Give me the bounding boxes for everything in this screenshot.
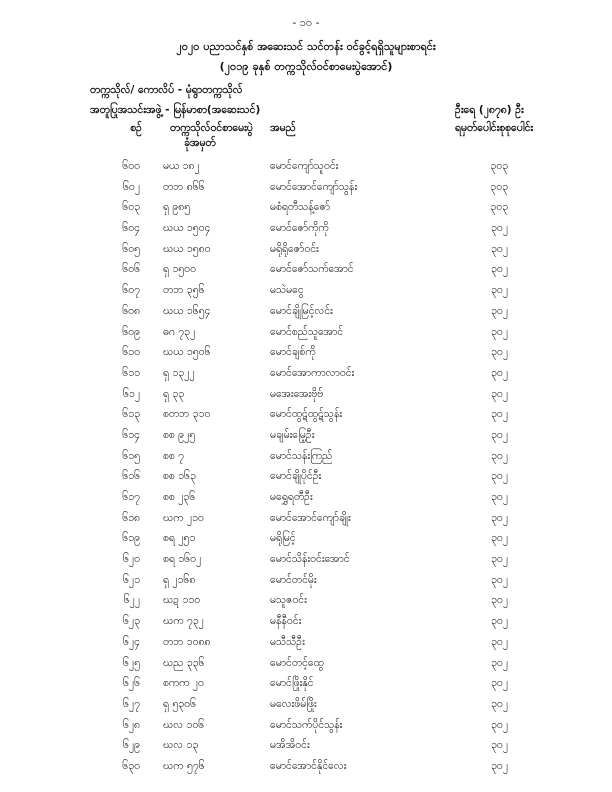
student-name: မောင်အောကာလာဝင်း [270, 366, 355, 379]
table-row [0, 719, 612, 740]
table-row [0, 574, 612, 595]
student-name: မောင်အောင်ကျော်ချိုး [270, 511, 351, 524]
row-number: ၆၁၀ [122, 346, 140, 359]
table-row [0, 615, 612, 636]
student-name: မရိုရိုဇော်ဝင်း [270, 242, 319, 255]
student-name: မသဲမငွေ [270, 284, 304, 297]
roll-number: ရှ ၁၃၂၂ [163, 366, 195, 379]
total-mark: ၃၀၂ [491, 532, 508, 545]
roll-number: စစ ၂၃၆ [163, 491, 196, 503]
row-number: ၆၂၂ [123, 594, 140, 607]
student-name: မောင်အောင်နိုင်လေး [270, 759, 347, 772]
table-row [0, 450, 612, 471]
table-row [0, 739, 612, 760]
student-name: မအေးအေးဗိုဗ် [270, 387, 324, 400]
total-mark: ၃၀၂ [491, 470, 508, 483]
table-row [0, 491, 612, 512]
table-row [0, 657, 612, 678]
column-header-roll-sub: ခုံအမှတ် [184, 137, 216, 149]
group-line: အတူပြုအသင်းအဖွဲ့ - မြန်မာစာ(အဆေးသင်) [90, 104, 261, 116]
roll-number: ရှ ၂၁၆၈ [163, 573, 196, 586]
roll-number: တဘ ၃၅၆ [163, 284, 205, 297]
student-name: မနီနီဝင်း [270, 615, 302, 628]
roll-number: ဃည ၃၃၆ [163, 656, 205, 669]
student-name: မောင်စည်သူအောင် [270, 325, 344, 338]
table-row [0, 181, 612, 202]
total-mark: ၃၀၂ [491, 718, 508, 731]
total-mark: ၃၀၂ [491, 428, 508, 441]
total-mark: ၃၀၂ [491, 449, 508, 462]
roll-number: ဃယ ၁၅၀၆ [163, 346, 211, 359]
student-name: မောင်သက်ပိုင်သွန်း [270, 718, 343, 731]
roll-number: ဃလ ၁၀၆ [163, 718, 205, 731]
row-number: ၆၀၉ [122, 325, 140, 338]
roll-number: မယ ၁၈၂ [163, 160, 200, 172]
total-mark: ၃၀၂ [491, 656, 508, 669]
student-name: မသီသီဦး [270, 635, 305, 648]
table-row [0, 243, 612, 264]
row-number: ၆၀၅ [122, 242, 140, 255]
row-number: ၆၁၄ [122, 428, 140, 441]
roll-number: တဘ ၁၀၈၈ [163, 635, 211, 648]
total-mark: ၃၀၂ [491, 284, 508, 297]
total-mark: ၃၀၂ [491, 242, 508, 255]
student-name: မောင်သိန်းဝင်းအောင် [270, 553, 350, 566]
row-number: ၆၀၄ [122, 222, 140, 235]
roll-number: ဃက ၅၇၆ [163, 759, 205, 772]
student-name: မောင်ဇော်သက်အောင် [270, 263, 354, 276]
row-number: ၆၂၀ [123, 553, 140, 566]
table-row [0, 594, 612, 615]
roll-number: စစ ၇ [163, 449, 185, 462]
total-mark: ၃၀၂ [491, 387, 508, 400]
total-mark: ၃၀၂ [491, 759, 508, 772]
row-number: ၆၂၁ [123, 573, 140, 586]
total-mark: ၃၀၃ [490, 160, 508, 172]
student-name: မောင်ဖြိုးနိုင် [270, 677, 314, 690]
column-header-roll: တက္ကသိုလ်ဝင်စာမေးပွဲ [170, 122, 253, 134]
roll-number: စတဘ ၃၁၀ [163, 408, 211, 421]
total-count: ဦးရေ (၂၈၇၈) ဦး [455, 104, 524, 116]
roll-number: တဘ ၈၆၆ [163, 180, 205, 193]
row-number: ၆၂၆ [123, 677, 140, 690]
row-number: ၆၀၈ [122, 304, 140, 317]
student-name: မောင်တင့်ထွေ [270, 656, 324, 669]
roll-number: ရှ ၉၈၅ [163, 201, 191, 214]
roll-number: ဃက ၂၁၀ [163, 511, 204, 524]
roll-number: ရှ ၅၃၀၆ [163, 697, 196, 710]
roll-number: ရှ ၃၃ [163, 387, 185, 400]
student-name: မောင်ထွဋ်ထွဋ်သွန်း [270, 408, 343, 421]
total-mark: ၃၀၂ [491, 615, 508, 628]
table-row [0, 760, 612, 781]
roll-number: စစ ၉၂၅ [163, 428, 196, 441]
student-name: မောင်ကျော်သူဝင်း [270, 160, 339, 172]
row-number: ၆၁၅ [122, 449, 140, 462]
roll-number: ဃယ ၁၅၈၀ [163, 242, 211, 255]
roll-number: ဃလ ၁၃ [163, 739, 199, 752]
student-name: မောင်ချစ်ကို [270, 346, 316, 359]
table-row [0, 305, 612, 326]
table-row [0, 470, 612, 491]
total-mark: ၃၀၃ [490, 201, 508, 214]
row-number: ၆၁၉ [122, 532, 140, 545]
table-row [0, 160, 612, 181]
student-name: မောင်အောင်ကျော်သွန်း [270, 180, 358, 193]
table-row [0, 553, 612, 574]
student-name: မောင်ဇော်ကိုကို [270, 222, 329, 235]
row-number: ၆၁၆ [122, 470, 140, 483]
university-line: တက္ကသိုလ်/ ကောလိပ် - မုံရွာတက္ကသိုလ် [90, 84, 243, 96]
table-row [0, 222, 612, 243]
row-number: ၆၁၂ [123, 387, 140, 400]
table-row [0, 201, 612, 222]
row-number: ၆၂၅ [123, 656, 140, 669]
table-row [0, 263, 612, 284]
row-number: ၆၁၈ [122, 511, 140, 524]
roll-number: စစ ၁၆၃ [163, 470, 196, 483]
student-name: မအိအိဝင်း [270, 739, 310, 752]
total-mark: ၃၀၂ [491, 304, 508, 317]
table-row [0, 698, 612, 719]
roll-number: ဃက ၇၃၂ [163, 615, 204, 628]
roll-number: စရ ၂၅၁ [163, 532, 196, 545]
total-mark: ၃၀၂ [491, 346, 508, 359]
roll-number: စရ ၁၆၀၂ [163, 553, 202, 566]
total-mark: ၃၀၂ [491, 573, 508, 586]
table-row [0, 284, 612, 305]
total-mark: ၃၀၂ [491, 677, 508, 690]
row-number: ၆၁၇ [122, 491, 140, 503]
table-row [0, 636, 612, 657]
roll-number: ရှ ၁၅၀၀ [163, 263, 196, 276]
row-number: ၆၀၇ [122, 284, 140, 297]
page-number: - ၁၀ - [292, 16, 320, 29]
total-mark: ၃၀၂ [491, 366, 508, 379]
table-row [0, 408, 612, 429]
row-number: ၆၁၃ [122, 408, 140, 421]
table-row [0, 326, 612, 347]
roll-number: ဓဂ ၇၃၂ [163, 325, 196, 338]
table-row [0, 429, 612, 450]
total-mark: ၃၀၂ [491, 594, 508, 607]
document-subtitle: (၂၀၁၉ ခုနှစ် တက္ကသိုလ်ဝင်စာမေးပွဲအောင်) [219, 60, 393, 73]
total-mark: ၃၀၂ [491, 635, 508, 648]
row-number: ၆၁၁ [122, 366, 140, 379]
total-mark: ၃၀၂ [491, 553, 508, 566]
student-name: မောင်တင်မိုး [270, 573, 317, 586]
student-name: မောင်ချိုပိုင်ဦး [270, 470, 322, 483]
student-name: မသူဇဝင်း [270, 594, 307, 607]
table-row [0, 532, 612, 553]
total-mark: ၃၀၂ [491, 325, 508, 338]
total-mark: ၃၀၂ [491, 222, 508, 235]
table-header [0, 122, 612, 156]
student-name: မရိုမြင့် [270, 532, 296, 545]
document-title: ၂၀၂၀ ပညာသင်နှစ် အဆေးသင် သင်တန်း ဝင်ခွင့်ရရှိသူများစာရင်း [176, 40, 436, 53]
roll-number: ဃယ ၁၅၀၄ [163, 222, 211, 235]
table-row [0, 677, 612, 698]
total-mark: ၃၀၂ [491, 511, 508, 524]
column-header-name: အမည် [270, 122, 296, 134]
results-table [0, 160, 612, 781]
table-row [0, 346, 612, 367]
table-row [0, 512, 612, 533]
student-name: မောင်ချိုမြင့်လင်း [270, 304, 333, 317]
roll-number: ဃယ ၁၆၅၄ [163, 304, 211, 317]
student-name: မရွှေရတီဦး [270, 491, 313, 503]
row-number: ၆၃၀ [122, 759, 140, 772]
total-mark: ၃၀၂ [491, 697, 508, 710]
roll-number: ဃဍ ၁၁၀ [163, 594, 201, 607]
column-header-no: စဉ် [130, 122, 142, 134]
row-number: ၆၂၉ [123, 739, 140, 752]
student-name: မစံရတီသန့်ဇော် [270, 201, 331, 214]
row-number: ၆၂၄ [123, 635, 140, 648]
roll-number: စကက ၂၀ [163, 677, 204, 690]
student-name: မလေးဖိမ်ဖြိုး [270, 697, 317, 710]
total-mark: ၃၀၂ [491, 739, 508, 752]
column-header-mark: ရမှတ်ပေါင်းစုစုပေါင်း [455, 122, 534, 134]
total-mark: ၃၀၂ [491, 263, 508, 276]
total-mark: ၃၀၃ [490, 180, 508, 193]
row-number: ၆၂၇ [123, 697, 140, 710]
row-number: ၆၀၃ [122, 201, 140, 214]
total-mark: ၃၀၂ [491, 408, 508, 421]
table-row [0, 388, 612, 409]
row-number: ၆၂၃ [123, 615, 140, 628]
row-number: ၆၂၈ [122, 718, 140, 731]
row-number: ၆၀၀ [122, 160, 140, 172]
row-number: ၆၀၆ [122, 263, 140, 276]
student-name: မောင်သန်းကြည် [270, 449, 333, 462]
row-number: ၆၀၂ [123, 180, 140, 193]
table-row [0, 367, 612, 388]
student-name: မချမ်းမြေ့ဦး [270, 428, 315, 441]
total-mark: ၃၀၂ [491, 491, 508, 503]
